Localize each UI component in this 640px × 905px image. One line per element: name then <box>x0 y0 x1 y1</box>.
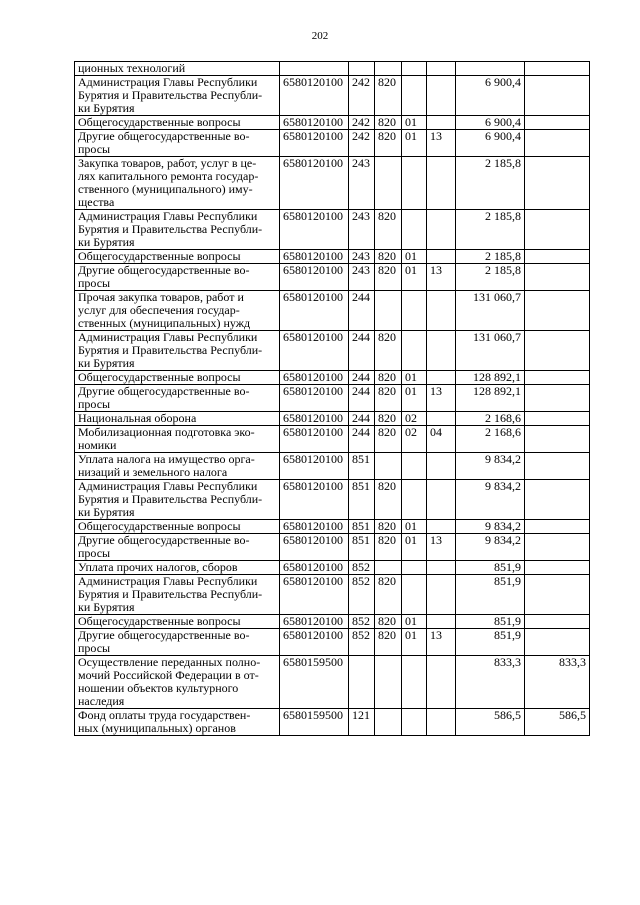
table-row <box>75 480 590 520</box>
admin-cell <box>375 291 402 331</box>
admin-cell: 820 <box>375 615 402 629</box>
code-cell: 6580120100 <box>280 426 349 453</box>
name-line: Общегосударственные вопросы <box>78 614 241 628</box>
code-cell: 6580120100 <box>280 116 349 130</box>
expense-type-cell: 852 <box>349 629 375 656</box>
subsection-cell <box>427 250 456 264</box>
name-cell <box>75 116 280 130</box>
name-line: мочий Российской Федерации в от- <box>78 668 259 682</box>
section-cell: 01 <box>402 130 427 157</box>
amount-cell: 128 892,1 <box>456 385 525 412</box>
code-cell: 6580120100 <box>280 130 349 157</box>
section-cell <box>402 291 427 331</box>
name-line: Другие общегосударственные во- <box>78 628 250 642</box>
amount-cell: 2 168,6 <box>456 412 525 426</box>
subsection-cell: 13 <box>427 534 456 561</box>
name-line: Национальная оборона <box>78 411 197 425</box>
name-line: Администрация Главы Республики <box>78 574 258 588</box>
code-cell <box>280 62 349 76</box>
section-cell: 01 <box>402 520 427 534</box>
code-cell: 6580120100 <box>280 480 349 520</box>
code-cell: 6580120100 <box>280 615 349 629</box>
name-cell <box>75 534 280 561</box>
name-cell <box>75 210 280 250</box>
name-line: Администрация Главы Республики <box>78 330 258 344</box>
amount-subvention-cell <box>525 480 590 520</box>
amount-subvention-cell <box>525 264 590 291</box>
name-cell <box>75 480 280 520</box>
table-row <box>75 250 590 264</box>
admin-cell <box>375 656 402 709</box>
amount-cell: 6 900,4 <box>456 76 525 116</box>
amount-subvention-cell <box>525 76 590 116</box>
admin-cell: 820 <box>375 629 402 656</box>
name-cell <box>75 520 280 534</box>
amount-subvention-cell <box>525 412 590 426</box>
table-row <box>75 130 590 157</box>
admin-cell: 820 <box>375 480 402 520</box>
amount-cell: 2 185,8 <box>456 264 525 291</box>
table-row <box>75 76 590 116</box>
expense-type-cell: 243 <box>349 264 375 291</box>
name-line: Другие общегосударственные во- <box>78 533 250 547</box>
amount-cell: 128 892,1 <box>456 371 525 385</box>
section-cell: 01 <box>402 371 427 385</box>
name-line: Общегосударственные вопросы <box>78 370 241 384</box>
admin-cell: 820 <box>375 534 402 561</box>
code-cell: 6580120100 <box>280 561 349 575</box>
name-cell <box>75 371 280 385</box>
name-line: ки Бурятия <box>78 101 135 115</box>
expense-type-cell: 852 <box>349 575 375 615</box>
subsection-cell <box>427 331 456 371</box>
amount-cell: 586,5 <box>456 709 525 736</box>
amount-subvention-cell <box>525 116 590 130</box>
section-cell: 02 <box>402 412 427 426</box>
name-line: наследия <box>78 694 125 708</box>
admin-cell: 820 <box>375 250 402 264</box>
name-line: Бурятия и Правительства Республи- <box>78 88 263 102</box>
name-cell <box>75 264 280 291</box>
amount-subvention-cell <box>525 331 590 371</box>
subsection-cell: 04 <box>427 426 456 453</box>
amount-subvention-cell <box>525 453 590 480</box>
section-cell <box>402 709 427 736</box>
amount-cell: 6 900,4 <box>456 130 525 157</box>
amount-cell: 9 834,2 <box>456 534 525 561</box>
subsection-cell <box>427 656 456 709</box>
name-line: щества <box>78 195 115 209</box>
admin-cell <box>375 709 402 736</box>
section-cell: 01 <box>402 385 427 412</box>
expense-type-cell: 244 <box>349 426 375 453</box>
name-line: Уплата прочих налогов, сборов <box>78 560 238 574</box>
amount-cell: 9 834,2 <box>456 480 525 520</box>
name-line: ных (муниципальных) органов <box>78 721 236 735</box>
name-line: ственного (муниципального) иму- <box>78 182 253 196</box>
admin-cell: 820 <box>375 331 402 371</box>
subsection-cell <box>427 709 456 736</box>
code-cell: 6580120100 <box>280 534 349 561</box>
amount-cell: 851,9 <box>456 575 525 615</box>
section-cell <box>402 157 427 210</box>
amount-subvention-cell <box>525 157 590 210</box>
subsection-cell <box>427 291 456 331</box>
name-line: низаций и земельного налога <box>78 465 228 479</box>
expense-type-cell: 121 <box>349 709 375 736</box>
name-line: Уплата налога на имущество орга- <box>78 452 255 466</box>
section-cell: 01 <box>402 264 427 291</box>
code-cell: 6580120100 <box>280 331 349 371</box>
expense-type-cell <box>349 656 375 709</box>
page-number: 202 <box>311 30 329 42</box>
amount-cell: 851,9 <box>456 615 525 629</box>
subsection-cell <box>427 480 456 520</box>
amount-subvention-cell <box>525 385 590 412</box>
name-line: Администрация Главы Республики <box>78 479 258 493</box>
amount-cell <box>456 62 525 76</box>
name-line: просы <box>78 142 111 156</box>
name-line: просы <box>78 641 111 655</box>
expense-type-cell: 851 <box>349 520 375 534</box>
name-line: услуг для обеспечения государ- <box>78 303 240 317</box>
admin-cell: 820 <box>375 264 402 291</box>
section-cell <box>402 561 427 575</box>
admin-cell <box>375 157 402 210</box>
amount-cell: 2 185,8 <box>456 210 525 250</box>
name-line: Администрация Главы Республики <box>78 209 258 223</box>
table-row <box>75 371 590 385</box>
name-line: ки Бурятия <box>78 356 135 370</box>
table-row <box>75 453 590 480</box>
name-line: ношении объектов культурного <box>78 681 239 695</box>
code-cell: 6580120100 <box>280 575 349 615</box>
expense-type-cell: 244 <box>349 331 375 371</box>
name-cell <box>75 453 280 480</box>
amount-cell: 131 060,7 <box>456 291 525 331</box>
name-line: ки Бурятия <box>78 235 135 249</box>
section-cell <box>402 453 427 480</box>
amount-cell: 2 185,8 <box>456 250 525 264</box>
name-line: номики <box>78 438 117 452</box>
table-row <box>75 709 590 736</box>
expense-type-cell: 244 <box>349 371 375 385</box>
amount-subvention-cell <box>525 291 590 331</box>
amount-cell: 851,9 <box>456 629 525 656</box>
name-line: Бурятия и Правительства Республи- <box>78 492 263 506</box>
admin-cell <box>375 561 402 575</box>
expense-type-cell: 851 <box>349 453 375 480</box>
code-cell: 6580120100 <box>280 210 349 250</box>
code-cell: 6580120100 <box>280 76 349 116</box>
name-cell <box>75 76 280 116</box>
admin-cell: 820 <box>375 426 402 453</box>
name-line: Общегосударственные вопросы <box>78 249 241 263</box>
table-row <box>75 426 590 453</box>
section-cell: 01 <box>402 116 427 130</box>
code-cell: 6580120100 <box>280 250 349 264</box>
expense-type-cell: 244 <box>349 291 375 331</box>
amount-cell: 9 834,2 <box>456 453 525 480</box>
name-line: Фонд оплаты труда государствен- <box>78 708 251 722</box>
name-cell <box>75 426 280 453</box>
table-row <box>75 575 590 615</box>
amount-cell: 6 900,4 <box>456 116 525 130</box>
amount-cell: 2 168,6 <box>456 426 525 453</box>
expense-type-cell: 244 <box>349 412 375 426</box>
name-cell <box>75 130 280 157</box>
subsection-cell <box>427 453 456 480</box>
amount-subvention-cell <box>525 629 590 656</box>
admin-cell: 820 <box>375 575 402 615</box>
code-cell: 6580120100 <box>280 291 349 331</box>
section-cell <box>402 331 427 371</box>
subsection-cell <box>427 371 456 385</box>
amount-subvention-cell <box>525 520 590 534</box>
name-line: просы <box>78 397 111 411</box>
name-line: Мобилизационная подготовка эко- <box>78 425 255 439</box>
admin-cell: 820 <box>375 210 402 250</box>
amount-subvention-cell <box>525 561 590 575</box>
code-cell: 6580120100 <box>280 157 349 210</box>
table-row <box>75 629 590 656</box>
admin-cell: 820 <box>375 371 402 385</box>
admin-cell <box>375 62 402 76</box>
table-row <box>75 210 590 250</box>
name-cell <box>75 656 280 709</box>
budget-table-body <box>75 62 590 736</box>
name-line: Осуществление переданных полно- <box>78 655 261 669</box>
code-cell: 6580120100 <box>280 412 349 426</box>
section-cell: 01 <box>402 534 427 561</box>
name-line: Закупка товаров, работ, услуг в це- <box>78 156 257 170</box>
name-line: Другие общегосударственные во- <box>78 263 250 277</box>
section-cell: 01 <box>402 615 427 629</box>
name-cell <box>75 412 280 426</box>
name-line: Бурятия и Правительства Республи- <box>78 343 263 357</box>
table-row <box>75 264 590 291</box>
name-line: Другие общегосударственные во- <box>78 129 250 143</box>
name-line: ственных (муниципальных) нужд <box>78 316 251 330</box>
code-cell: 6580120100 <box>280 371 349 385</box>
name-cell <box>75 575 280 615</box>
table-row <box>75 534 590 561</box>
name-line: ки Бурятия <box>78 505 135 519</box>
section-cell: 02 <box>402 426 427 453</box>
code-cell: 6580120100 <box>280 385 349 412</box>
expense-type-cell: 242 <box>349 116 375 130</box>
expense-type-cell: 851 <box>349 534 375 561</box>
amount-subvention-cell <box>525 62 590 76</box>
name-line: Бурятия и Правительства Республи- <box>78 587 263 601</box>
table-row <box>75 331 590 371</box>
name-line: Администрация Главы Республики <box>78 75 258 89</box>
table-row <box>75 291 590 331</box>
section-cell <box>402 76 427 116</box>
section-cell: 01 <box>402 629 427 656</box>
subsection-cell <box>427 615 456 629</box>
name-line: Общегосударственные вопросы <box>78 519 241 533</box>
amount-subvention-cell <box>525 534 590 561</box>
expense-type-cell: 242 <box>349 130 375 157</box>
section-cell <box>402 656 427 709</box>
expense-type-cell <box>349 62 375 76</box>
table-row <box>75 385 590 412</box>
admin-cell: 820 <box>375 520 402 534</box>
name-line: ки Бурятия <box>78 600 135 614</box>
code-cell: 6580120100 <box>280 520 349 534</box>
subsection-cell: 13 <box>427 385 456 412</box>
expense-type-cell: 852 <box>349 615 375 629</box>
table-row <box>75 656 590 709</box>
name-line: ционных технологий <box>78 61 186 75</box>
expense-type-cell: 243 <box>349 210 375 250</box>
table-row <box>75 157 590 210</box>
subsection-cell <box>427 157 456 210</box>
amount-subvention-cell <box>525 426 590 453</box>
subsection-cell: 13 <box>427 130 456 157</box>
section-cell <box>402 210 427 250</box>
amount-cell: 131 060,7 <box>456 331 525 371</box>
table-row <box>75 62 590 76</box>
code-cell: 6580120100 <box>280 453 349 480</box>
name-line: просы <box>78 276 111 290</box>
name-cell <box>75 291 280 331</box>
name-line: просы <box>78 546 111 560</box>
admin-cell: 820 <box>375 412 402 426</box>
name-cell <box>75 709 280 736</box>
code-cell: 6580120100 <box>280 264 349 291</box>
amount-subvention-cell: 833,3 <box>525 656 590 709</box>
expense-type-cell: 243 <box>349 250 375 264</box>
amount-subvention-cell <box>525 615 590 629</box>
name-line: Прочая закупка товаров, работ и <box>78 290 244 304</box>
code-cell: 6580159500 <box>280 656 349 709</box>
subsection-cell <box>427 561 456 575</box>
table-row <box>75 116 590 130</box>
section-cell: 01 <box>402 250 427 264</box>
name-cell <box>75 331 280 371</box>
name-cell <box>75 629 280 656</box>
admin-cell <box>375 453 402 480</box>
expense-type-cell: 244 <box>349 385 375 412</box>
name-line: лях капитального ремонта государ- <box>78 169 259 183</box>
subsection-cell <box>427 76 456 116</box>
subsection-cell <box>427 520 456 534</box>
section-cell <box>402 575 427 615</box>
table-row <box>75 520 590 534</box>
section-cell <box>402 62 427 76</box>
table-row <box>75 412 590 426</box>
amount-subvention-cell <box>525 250 590 264</box>
expense-type-cell: 852 <box>349 561 375 575</box>
subsection-cell <box>427 575 456 615</box>
amount-cell: 9 834,2 <box>456 520 525 534</box>
amount-subvention-cell: 586,5 <box>525 709 590 736</box>
subsection-cell <box>427 412 456 426</box>
section-cell <box>402 480 427 520</box>
expense-type-cell: 243 <box>349 157 375 210</box>
expense-type-cell: 851 <box>349 480 375 520</box>
budget-table <box>74 61 590 736</box>
name-cell <box>75 385 280 412</box>
name-cell <box>75 561 280 575</box>
amount-cell: 833,3 <box>456 656 525 709</box>
name-line: Общегосударственные вопросы <box>78 115 241 129</box>
admin-cell: 820 <box>375 385 402 412</box>
admin-cell: 820 <box>375 76 402 116</box>
name-line: Бурятия и Правительства Республи- <box>78 222 263 236</box>
amount-subvention-cell <box>525 130 590 157</box>
admin-cell: 820 <box>375 116 402 130</box>
name-cell <box>75 615 280 629</box>
subsection-cell <box>427 116 456 130</box>
subsection-cell: 13 <box>427 264 456 291</box>
name-cell <box>75 62 280 76</box>
table-row <box>75 561 590 575</box>
admin-cell: 820 <box>375 130 402 157</box>
amount-cell: 2 185,8 <box>456 157 525 210</box>
name-cell <box>75 157 280 210</box>
name-cell <box>75 250 280 264</box>
table-row <box>75 615 590 629</box>
amount-subvention-cell <box>525 575 590 615</box>
code-cell: 6580120100 <box>280 629 349 656</box>
subsection-cell <box>427 210 456 250</box>
amount-cell: 851,9 <box>456 561 525 575</box>
name-line: Другие общегосударственные во- <box>78 384 250 398</box>
expense-type-cell: 242 <box>349 76 375 116</box>
amount-subvention-cell <box>525 371 590 385</box>
subsection-cell <box>427 62 456 76</box>
amount-subvention-cell <box>525 210 590 250</box>
code-cell: 6580159500 <box>280 709 349 736</box>
subsection-cell: 13 <box>427 629 456 656</box>
